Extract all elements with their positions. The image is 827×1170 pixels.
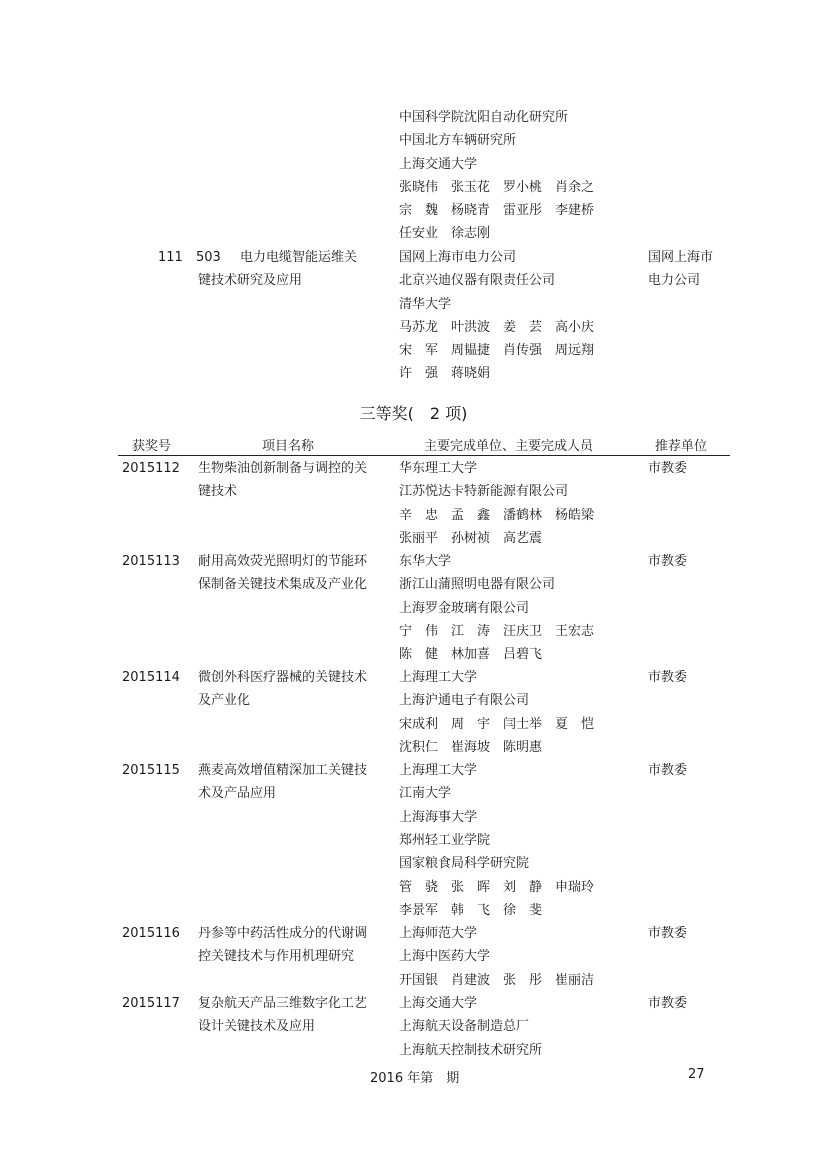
unit-line: 管 骁 张 晖 刘 静 申瑞玲 (399, 879, 595, 895)
recommender: 市教委 (648, 926, 688, 941)
unit-line: 中国北方车辆研究所 (399, 133, 517, 148)
award-number: 2015116 (122, 926, 180, 941)
project-name-line: 及产业化 (198, 693, 251, 709)
unit-line: 上海沪通电子有限公司 (399, 693, 530, 709)
unit-line: 中国科学院沈阳自动化研究所 (399, 110, 569, 125)
unit-line: 沈积仁 崔海坡 陈明惠 (399, 739, 543, 755)
award-number: 2015112 (122, 461, 180, 476)
header-project: 项目名称 (262, 439, 315, 454)
unit-line: 郑州轻工业学院 (399, 832, 491, 848)
unit-line: 上海中医药大学 (399, 949, 491, 965)
person-line: 许 强 蒋晓娟 (399, 366, 491, 381)
header-recommender: 推荐单位 (655, 439, 708, 454)
unit-line: 华东理工大学 (399, 461, 478, 476)
project-name-line: 术及产品应用 (198, 786, 277, 802)
project-name-line: 键技术研究及应用 (198, 273, 303, 288)
unit-line: 上海理工大学 (399, 670, 478, 685)
project-name-line: 保制备关键技术集成及产业化 (198, 577, 368, 593)
unit-line: 浙江山蒲照明电器有限公司 (399, 577, 556, 593)
unit-line: 国家粮食局科学研究院 (399, 856, 530, 872)
person-line: 马苏龙 叶洪波 姜 芸 高小庆 (399, 320, 595, 335)
project-name-line: 耐用高效荧光照明灯的节能环 (198, 554, 368, 569)
unit-line: 国网上海市电力公司 (399, 250, 517, 265)
unit-line: 张丽平 孙树祯 高艺震 (399, 530, 543, 546)
recommender: 市教委 (648, 996, 688, 1011)
unit-line: 上海航天设备制造总厂 (399, 1019, 530, 1035)
award-number: 2015113 (122, 554, 180, 569)
recommender: 市教委 (648, 554, 688, 569)
footer-issue: 2016 年第 期 (370, 1071, 460, 1086)
unit-line: 上海师范大学 (399, 926, 478, 941)
person-line: 张晓伟 张玉花 罗小桃 肖余之 (399, 180, 595, 195)
unit-line: 上海交通大学 (399, 157, 478, 172)
person-line: 宋 军 周韫捷 肖传强 周远翔 (399, 343, 595, 358)
recommender: 市教委 (648, 461, 688, 476)
project-name-line: 微创外科医疗器械的关键技术 (198, 670, 368, 685)
project-name-line: 键技术 (198, 484, 238, 500)
unit-line: 江南大学 (399, 786, 452, 802)
unit-line: 上海交通大学 (399, 996, 478, 1011)
project-name-line: 丹参等中药活性成分的代谢调 (198, 926, 368, 941)
unit-line: 北京兴迪仪器有限责任公司 (399, 273, 556, 288)
header-rule (118, 455, 730, 456)
project-name-line: 生物柴油创新制备与调控的关 (198, 461, 368, 476)
unit-line: 宋成利 周 宇 闫士举 夏 恺 (399, 716, 595, 732)
page-number: 27 (688, 1067, 705, 1082)
unit-line: 东华大学 (399, 554, 452, 569)
recommender: 市教委 (648, 763, 688, 778)
recommender-line: 国网上海市 (648, 250, 714, 265)
recommender: 市教委 (648, 670, 688, 685)
award-number: 2015114 (122, 670, 180, 685)
unit-line: 上海海事大学 (399, 809, 478, 825)
project-name-line: 复杂航天产品三维数字化工艺 (198, 996, 368, 1011)
recommender-line: 电力公司 (648, 273, 701, 288)
project-name-line: 燕麦高效增值精深加工关键技 (198, 763, 368, 778)
project-name-line: 电力电缆智能运维关 (240, 250, 358, 265)
unit-line: 江苏悦达卡特新能源有限公司 (399, 484, 569, 500)
project-name-line: 设计关键技术及应用 (198, 1019, 316, 1035)
person-line: 任安业 徐志刚 (399, 226, 491, 241)
project-name-line: 控关键技术与作用机理研究 (198, 949, 355, 965)
header-units: 主要完成单位、主要完成人员 (424, 439, 594, 454)
unit-line: 清华大学 (399, 297, 452, 312)
unit-line: 开国银 肖建波 张 彤 崔丽洁 (399, 972, 595, 988)
entry-code: 503 (196, 250, 221, 265)
person-line: 宗 魏 杨晓青 雷亚彤 李建桥 (399, 203, 595, 218)
header-award-no: 获奖号 (132, 439, 172, 454)
section-title: 三等奖( 2 项) (359, 404, 468, 423)
award-number: 2015115 (122, 763, 180, 778)
unit-line: 辛 忠 孟 鑫 潘鹤林 杨皓梁 (399, 507, 595, 523)
unit-line: 陈 健 林加喜 吕碧飞 (399, 647, 543, 663)
entry-number: 111 (158, 250, 183, 265)
unit-line: 上海罗金玻璃有限公司 (399, 600, 530, 616)
award-number: 2015117 (122, 996, 180, 1011)
unit-line: 上海理工大学 (399, 763, 478, 778)
unit-line: 李景军 韩 飞 徐 斐 (399, 902, 543, 918)
unit-line: 宁 伟 江 涛 汪庆卫 王宏志 (399, 623, 595, 639)
unit-line: 上海航天控制技术研究所 (399, 1042, 543, 1058)
